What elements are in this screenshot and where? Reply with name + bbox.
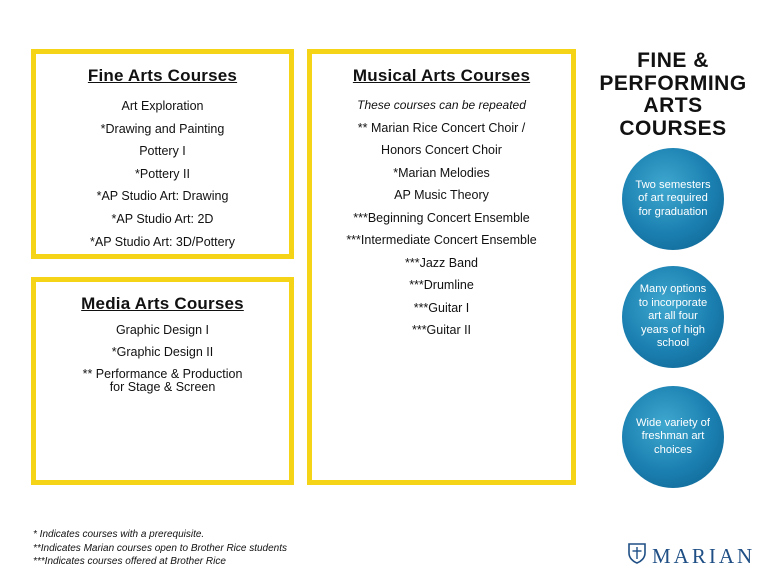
title-line: ARTS [643, 94, 703, 117]
title-line: COURSES [619, 116, 727, 140]
fine-arts-title: Fine Arts Courses [87, 66, 238, 85]
media-arts-title: Media Arts Courses [81, 294, 244, 313]
course-item: ***Beginning Concert Ensemble [353, 210, 530, 225]
course-item-continuation: for Stage & Screen [109, 380, 216, 394]
course-item: AP Music Theory [394, 188, 489, 202]
course-item: *Marian Melodies [393, 165, 490, 180]
media-arts-panel [31, 277, 294, 485]
shield-crest-icon [628, 543, 646, 569]
fine-arts-course-list [36, 95, 289, 253]
repeat-note: These courses can be repeated [357, 98, 526, 112]
musical-arts-panel [307, 49, 576, 485]
musical-arts-course-list [312, 117, 571, 342]
course-item: *AP Studio Art: 3D/Pottery [90, 234, 235, 249]
course-item: Art Exploration [121, 99, 204, 113]
course-item: Graphic Design I [115, 323, 210, 337]
title-line: FINE & [637, 49, 709, 72]
course-item: ** Marian Rice Concert Choir / [357, 120, 526, 135]
course-item: *Graphic Design II [111, 345, 214, 359]
course-item: Honors Concert Choir [381, 143, 502, 157]
info-circle-freshman [622, 386, 724, 488]
course-item: ***Guitar II [411, 323, 472, 337]
course-item: ** Performance & Production [82, 367, 243, 381]
page-title [588, 50, 758, 140]
marian-logo [628, 543, 755, 569]
logo-wordmark: MARIAN [652, 543, 756, 568]
info-circle-options [622, 266, 724, 368]
fine-arts-panel [31, 49, 294, 259]
footnote: * Indicates courses with a prerequisite. [33, 529, 205, 540]
info-circle-graduation [622, 148, 724, 250]
course-item: *Pottery II [135, 166, 190, 181]
course-item: ***Drumline [409, 278, 474, 292]
title-line: PERFORMING [599, 71, 747, 95]
course-item: *AP Studio Art: 2D [111, 211, 214, 226]
info-circle-text: Wide variety of freshman art choices [636, 416, 710, 456]
footnote: ***Indicates courses offered at Brother Rice [33, 556, 226, 567]
musical-arts-title: Musical Arts Courses [352, 66, 531, 85]
course-item: ***Guitar I [413, 300, 470, 315]
info-circle-text: Two semesters of art required for graduation [635, 178, 711, 218]
info-circle-text: Many options to incorporate art all four years of high school [638, 283, 708, 350]
course-item: ***Intermediate Concert Ensemble [346, 233, 537, 247]
course-item: ***Jazz Band [405, 255, 478, 270]
footnote: **Indicates Marian courses open to Brother Rice students [33, 542, 288, 554]
course-item: *AP Studio Art: Drawing [96, 189, 229, 204]
course-item: *Drawing and Painting [100, 121, 225, 136]
media-arts-course-list [36, 324, 289, 394]
course-item: Pottery I [139, 144, 186, 159]
footnotes [33, 528, 287, 569]
